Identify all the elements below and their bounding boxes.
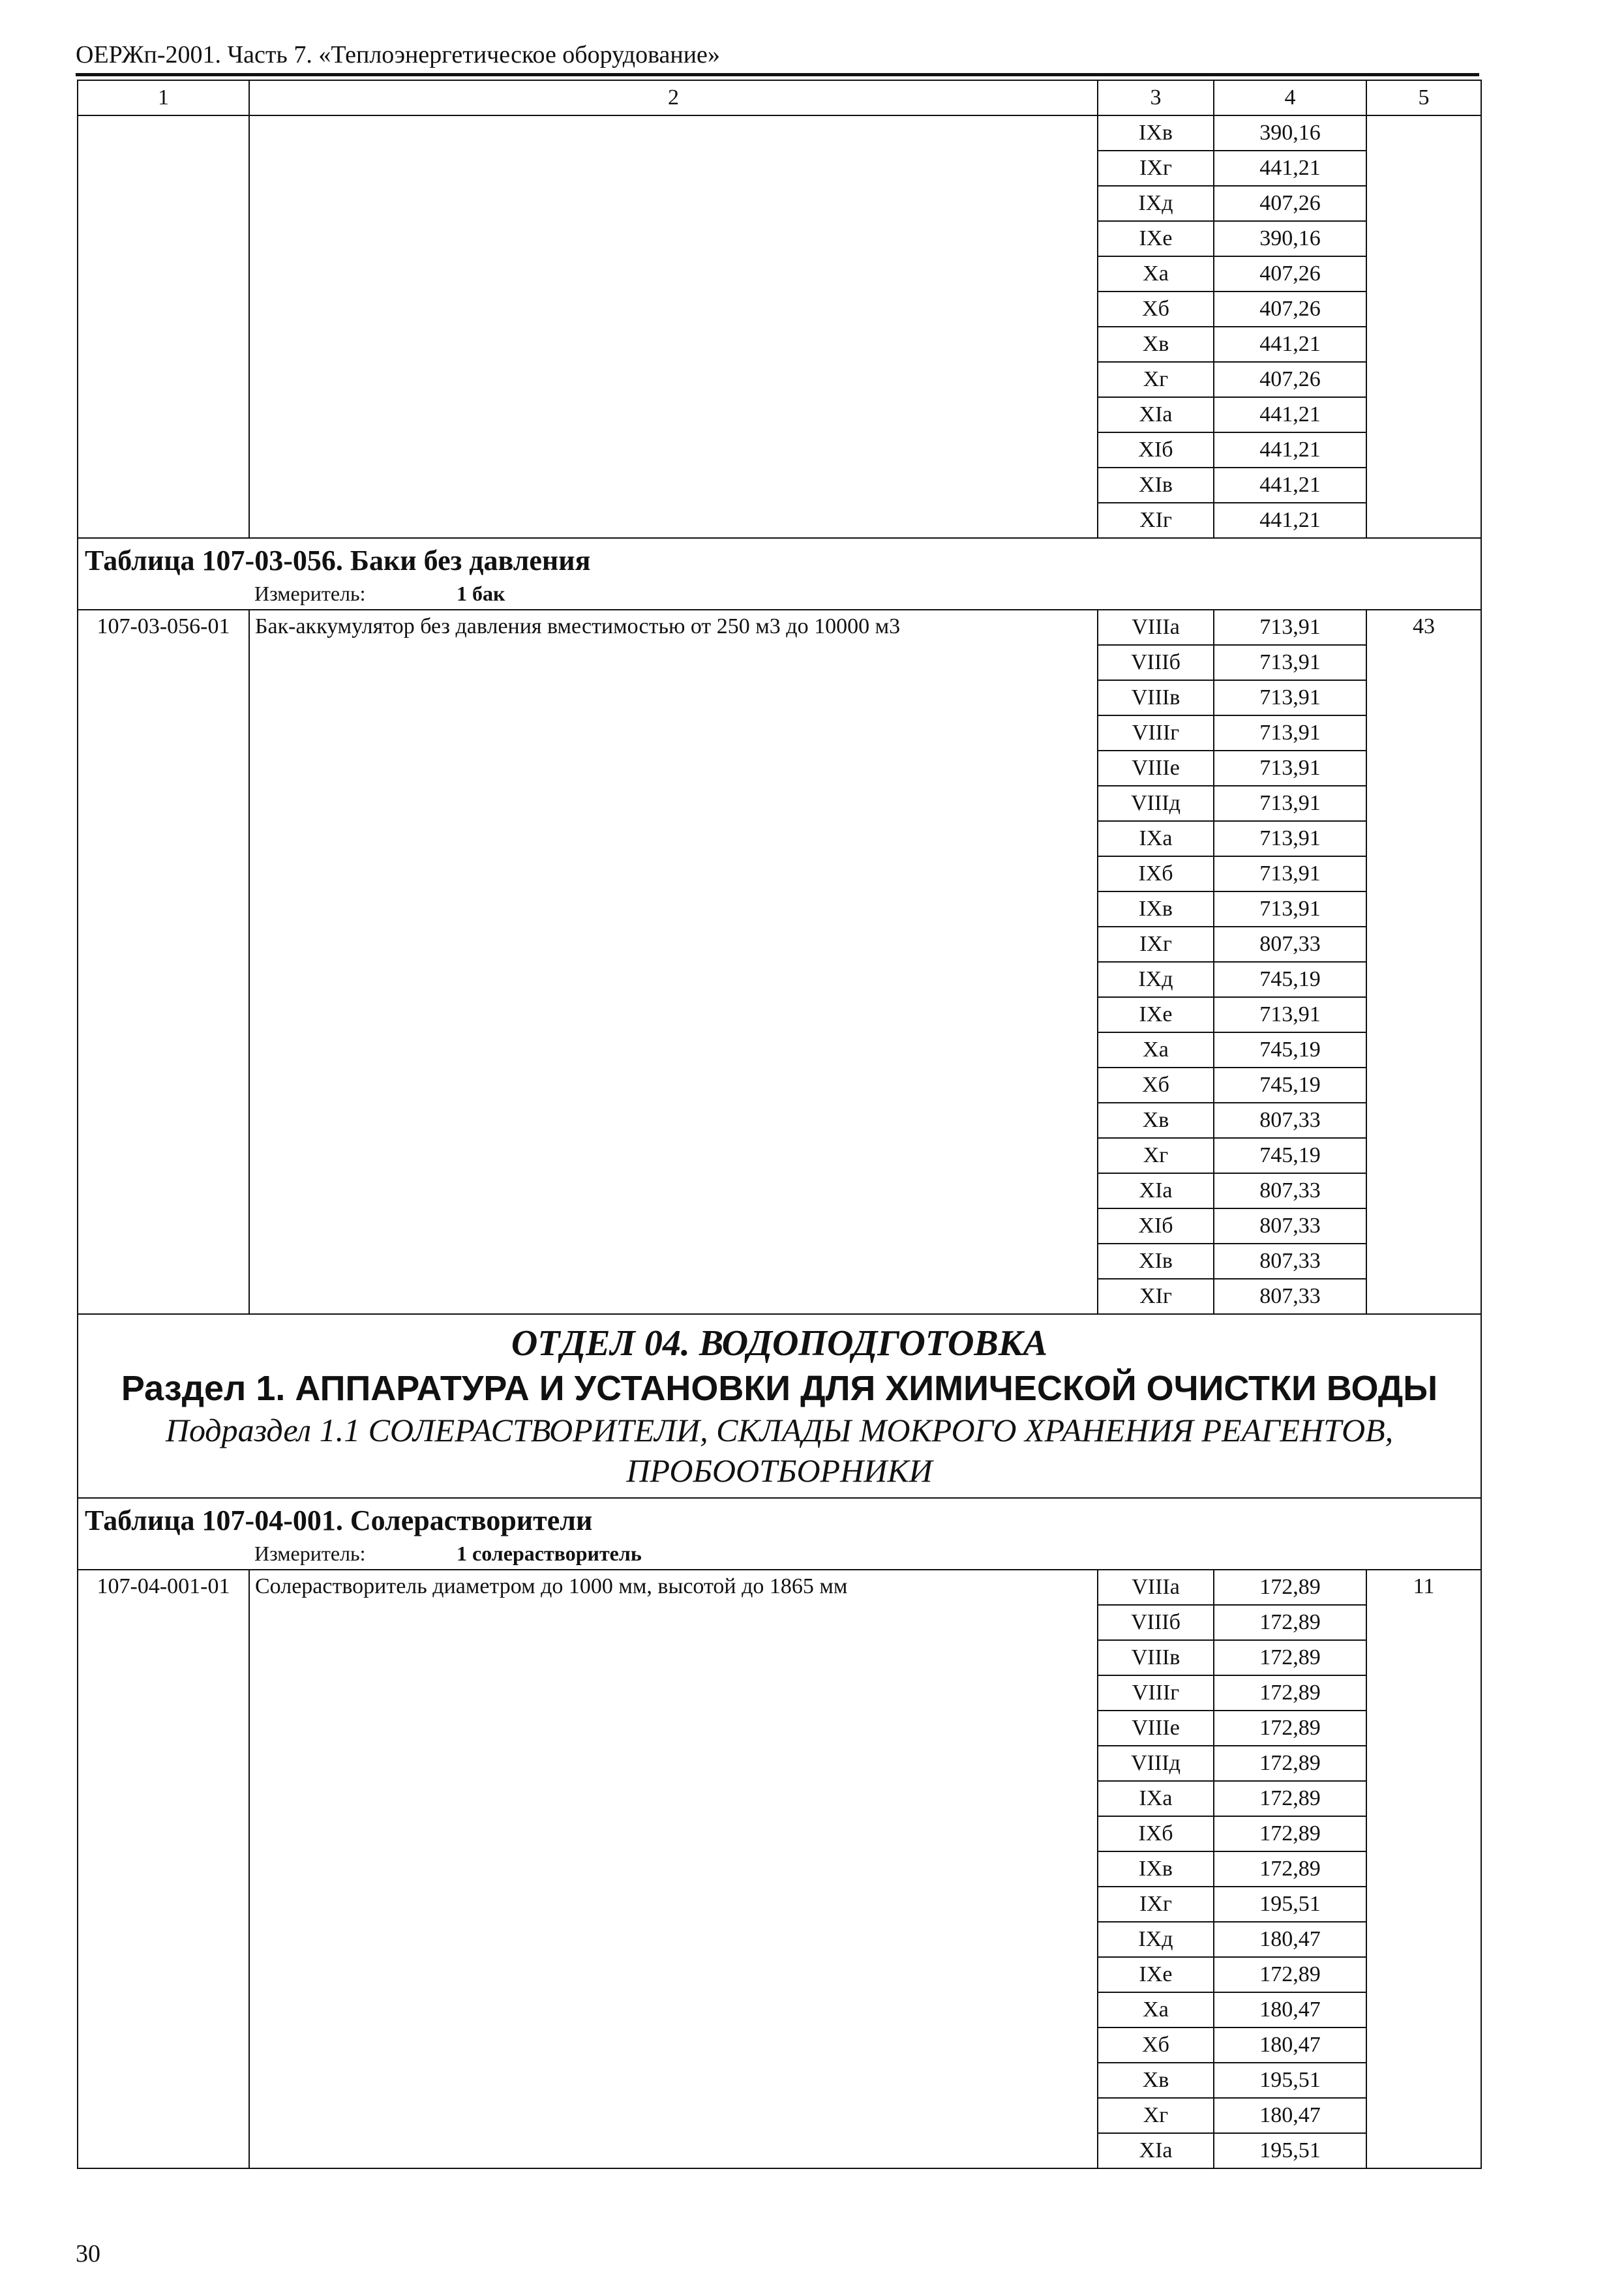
- zone-cell: VIIIг: [1098, 1675, 1214, 1711]
- zone-cell: IXд: [1098, 1922, 1214, 1957]
- column5-value: 43: [1366, 610, 1481, 1314]
- zone-cell: XIв: [1098, 468, 1214, 503]
- table-title: Таблица 107-03-056. Баки без давления: [85, 545, 591, 576]
- rate-row: [78, 1570, 1481, 1605]
- zone-cell: Xг: [1098, 2098, 1214, 2133]
- zone-cell: XIа: [1098, 2133, 1214, 2168]
- price-cell: 807,33: [1214, 1173, 1366, 1208]
- zone-cell: VIIIе: [1098, 1711, 1214, 1746]
- zone-cell: IXд: [1098, 962, 1214, 997]
- zone-cell: XIа: [1098, 397, 1214, 432]
- price-cell: 172,89: [1214, 1851, 1366, 1887]
- zone-cell: VIIIв: [1098, 1640, 1214, 1675]
- price-cell: 745,19: [1214, 1138, 1366, 1173]
- table-title: Таблица 107-04-001. Солерастворители: [85, 1504, 593, 1536]
- zone-cell: XIг: [1098, 1279, 1214, 1314]
- price-cell: 745,19: [1214, 962, 1366, 997]
- rate-description: Бак-аккумулятор без давления вместимостью от 250 м3 до 10000 м3: [249, 610, 1098, 1314]
- price-cell: 807,33: [1214, 1208, 1366, 1244]
- rates-table-body: [78, 80, 1481, 2168]
- price-cell: 713,91: [1214, 715, 1366, 751]
- price-cell: 180,47: [1214, 2027, 1366, 2063]
- price-cell: 390,16: [1214, 115, 1366, 151]
- zone-cell: VIIIб: [1098, 1605, 1214, 1640]
- price-cell: 172,89: [1214, 1781, 1366, 1816]
- zone-cell: IXе: [1098, 221, 1214, 256]
- price-cell: 172,89: [1214, 1711, 1366, 1746]
- zone-cell: IXб: [1098, 1816, 1214, 1851]
- table-title-cell: [78, 538, 1481, 610]
- zone-cell: Xв: [1098, 2063, 1214, 2098]
- zone-cell: IXв: [1098, 1851, 1214, 1887]
- page-header: ОЕРЖп-2001. Часть 7. «Теплоэнергетическое оборудование»: [76, 41, 720, 68]
- column5-value: [1366, 115, 1481, 538]
- measure-label: Измеритель:: [254, 582, 366, 605]
- price-cell: 807,33: [1214, 1103, 1366, 1138]
- zone-cell: Xа: [1098, 1992, 1214, 2027]
- zone-cell: IXб: [1098, 856, 1214, 891]
- zone-cell: Xг: [1098, 1138, 1214, 1173]
- column-numbers-row: [78, 80, 1481, 115]
- price-cell: 713,91: [1214, 997, 1366, 1032]
- section-heading: Раздел 1. АППАРАТУРА И УСТАНОВКИ ДЛЯ ХИМИЧЕСКОЙ ОЧИСТКИ ВОДЫ: [121, 1369, 1438, 1408]
- zone-cell: IXг: [1098, 151, 1214, 186]
- zone-cell: IXа: [1098, 821, 1214, 856]
- price-cell: 390,16: [1214, 221, 1366, 256]
- price-cell: 172,89: [1214, 1570, 1366, 1605]
- rate-code: 107-04-001-01: [78, 1570, 249, 2168]
- price-cell: 180,47: [1214, 1992, 1366, 2027]
- price-cell: 172,89: [1214, 1640, 1366, 1675]
- price-cell: 172,89: [1214, 1605, 1366, 1640]
- price-cell: 807,33: [1214, 1279, 1366, 1314]
- rate-description: Солерастворитель диаметром до 1000 мм, высотой до 1865 мм: [249, 1570, 1098, 2168]
- price-cell: 713,91: [1214, 680, 1366, 715]
- price-cell: 713,91: [1214, 856, 1366, 891]
- zone-cell: IXд: [1098, 186, 1214, 221]
- zone-cell: Xб: [1098, 2027, 1214, 2063]
- column-number: 2: [249, 80, 1098, 115]
- measure-line: [78, 1540, 1481, 1569]
- department-heading: ОТДЕЛ 04. ВОДОПОДГОТОВКА: [511, 1323, 1048, 1364]
- zone-cell: VIIIе: [1098, 751, 1214, 786]
- price-cell: 180,47: [1214, 1922, 1366, 1957]
- section-header-row: [78, 1314, 1481, 1498]
- column-number: 3: [1098, 80, 1214, 115]
- column-number: 5: [1366, 80, 1481, 115]
- column-number: 1: [78, 80, 249, 115]
- rate-code: 107-03-056-01: [78, 610, 249, 1314]
- table-title-cell: [78, 1498, 1481, 1570]
- header-rule: [76, 73, 1479, 76]
- zone-cell: IXг: [1098, 1887, 1214, 1922]
- zone-cell: VIIIа: [1098, 1570, 1214, 1605]
- zone-cell: XIг: [1098, 503, 1214, 538]
- price-cell: 713,91: [1214, 786, 1366, 821]
- price-cell: 713,91: [1214, 821, 1366, 856]
- zone-cell: VIIIв: [1098, 680, 1214, 715]
- rate-code: [78, 115, 249, 538]
- zone-cell: XIб: [1098, 1208, 1214, 1244]
- zone-cell: Xв: [1098, 1103, 1214, 1138]
- zone-cell: IXг: [1098, 927, 1214, 962]
- price-cell: 195,51: [1214, 1887, 1366, 1922]
- zone-cell: XIб: [1098, 432, 1214, 468]
- price-cell: 713,91: [1214, 751, 1366, 786]
- section-header-cell: [78, 1314, 1481, 1498]
- price-cell: 713,91: [1214, 891, 1366, 927]
- price-cell: 713,91: [1214, 645, 1366, 680]
- measure-line: [78, 580, 1481, 609]
- price-cell: 441,21: [1214, 151, 1366, 186]
- measure-value: 1 солерастворитель: [457, 1542, 642, 1565]
- price-cell: 407,26: [1214, 186, 1366, 221]
- zone-cell: VIIIд: [1098, 786, 1214, 821]
- column-number: 4: [1214, 80, 1366, 115]
- page-number: 30: [76, 2240, 100, 2267]
- zone-cell: VIIIа: [1098, 610, 1214, 645]
- price-cell: 441,21: [1214, 503, 1366, 538]
- zone-cell: Xа: [1098, 1032, 1214, 1068]
- table-title-row: [78, 538, 1481, 610]
- price-cell: 441,21: [1214, 327, 1366, 362]
- zone-cell: IXа: [1098, 1781, 1214, 1816]
- zone-cell: VIIIб: [1098, 645, 1214, 680]
- price-cell: 441,21: [1214, 468, 1366, 503]
- price-cell: 195,51: [1214, 2133, 1366, 2168]
- price-cell: 172,89: [1214, 1746, 1366, 1781]
- zone-cell: IXв: [1098, 115, 1214, 151]
- price-cell: 180,47: [1214, 2098, 1366, 2133]
- zone-cell: XIа: [1098, 1173, 1214, 1208]
- price-cell: 745,19: [1214, 1068, 1366, 1103]
- price-cell: 713,91: [1214, 610, 1366, 645]
- price-cell: 407,26: [1214, 256, 1366, 292]
- price-cell: 807,33: [1214, 927, 1366, 962]
- measure-value: 1 бак: [457, 582, 505, 605]
- price-cell: 172,89: [1214, 1957, 1366, 1992]
- price-cell: 807,33: [1214, 1244, 1366, 1279]
- price-cell: 407,26: [1214, 362, 1366, 397]
- zone-cell: XIв: [1098, 1244, 1214, 1279]
- zone-cell: Xб: [1098, 292, 1214, 327]
- zone-cell: VIIIг: [1098, 715, 1214, 751]
- price-cell: 195,51: [1214, 2063, 1366, 2098]
- price-cell: 172,89: [1214, 1675, 1366, 1711]
- price-cell: 441,21: [1214, 432, 1366, 468]
- price-cell: 441,21: [1214, 397, 1366, 432]
- column5-value: 11: [1366, 1570, 1481, 2168]
- zone-cell: IXв: [1098, 891, 1214, 927]
- rates-table: [77, 80, 1482, 2169]
- price-cell: 172,89: [1214, 1816, 1366, 1851]
- rate-description: [249, 115, 1098, 538]
- price-cell: 745,19: [1214, 1032, 1366, 1068]
- zone-cell: IXе: [1098, 1957, 1214, 1992]
- subsection-heading: Подраздел 1.1 СОЛЕРАСТВОРИТЕЛИ, СКЛАДЫ МОКРОГО ХРАНЕНИЯ РЕАГЕНТОВ, ПРОБООТБОРНИКИ: [165, 1412, 1394, 1489]
- price-cell: 407,26: [1214, 292, 1366, 327]
- zone-cell: VIIIд: [1098, 1746, 1214, 1781]
- zone-cell: Xг: [1098, 362, 1214, 397]
- measure-label: Измеритель:: [254, 1542, 366, 1565]
- zone-cell: Xб: [1098, 1068, 1214, 1103]
- zone-cell: Xв: [1098, 327, 1214, 362]
- table-title-row: [78, 1498, 1481, 1570]
- rate-row: [78, 610, 1481, 645]
- zone-cell: IXе: [1098, 997, 1214, 1032]
- rate-row: [78, 115, 1481, 151]
- zone-cell: Xа: [1098, 256, 1214, 292]
